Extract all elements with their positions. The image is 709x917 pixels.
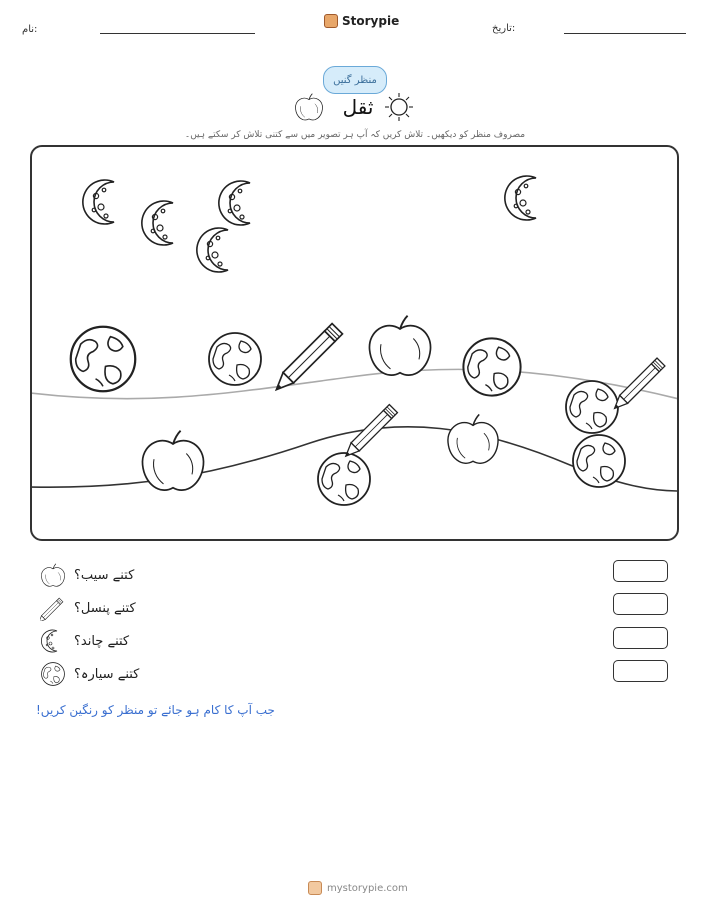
question-text: کتنے چاند؟ [74, 633, 130, 649]
planet-4 [566, 381, 618, 433]
footer [308, 881, 408, 895]
storypie-logo-icon [324, 14, 338, 28]
name-label: نام: [22, 24, 38, 35]
answer-box-apples[interactable] [613, 560, 668, 582]
name-field[interactable] [100, 33, 255, 34]
moon-2 [142, 201, 173, 245]
question-planets [40, 662, 280, 686]
pencil-1 [271, 324, 342, 395]
storypie-logo-icon [308, 881, 322, 895]
moon-3 [219, 181, 250, 225]
moon-icon [40, 628, 66, 654]
question-moons [40, 629, 280, 653]
planet-2 [209, 333, 261, 385]
answer-box-moons[interactable] [613, 627, 668, 649]
planet-6 [318, 453, 370, 505]
apple-3 [448, 414, 498, 463]
worksheet-badge: منظر گنیں [323, 66, 387, 94]
question-apples [40, 563, 280, 587]
brand [324, 14, 399, 28]
question-text: کتنے سیارہ؟ [74, 666, 140, 682]
moon-5 [505, 176, 536, 220]
date-label: تاریخ: [492, 23, 516, 34]
count-scene [30, 145, 679, 541]
planet-5 [573, 435, 625, 487]
moon-4 [197, 228, 228, 272]
answer-box-pencils[interactable] [613, 593, 668, 615]
planet-icon [40, 661, 66, 687]
instructions: مصروف منظر کو دیکھیں۔ تلاش کریں کہ آپ ہر تصویر میں سے کتنی تلاش کر سکتے ہیں۔ [184, 130, 526, 140]
apple-2 [142, 431, 203, 490]
answer-box-planets[interactable] [613, 660, 668, 682]
moon-1 [83, 180, 114, 224]
brand-name: Storypie [342, 14, 400, 28]
planet-1 [71, 327, 135, 391]
planet-3 [463, 338, 520, 395]
title-apple-icon [292, 90, 326, 124]
apple-icon [40, 562, 66, 588]
page-title: ثقل [342, 95, 374, 119]
sun-icon [384, 92, 414, 122]
question-text: کتنے پنسل؟ [74, 600, 136, 616]
date-field[interactable] [564, 33, 686, 34]
apple-1 [369, 316, 430, 375]
closing-instruction: جب آپ کا کام ہو جائے تو منظر کو رنگین کریں! [36, 703, 275, 717]
footer-url[interactable]: mystorypie.com [327, 882, 408, 894]
pencil-icon [40, 595, 66, 621]
question-text: کتنے سیب؟ [74, 567, 135, 583]
question-pencils [40, 596, 280, 620]
